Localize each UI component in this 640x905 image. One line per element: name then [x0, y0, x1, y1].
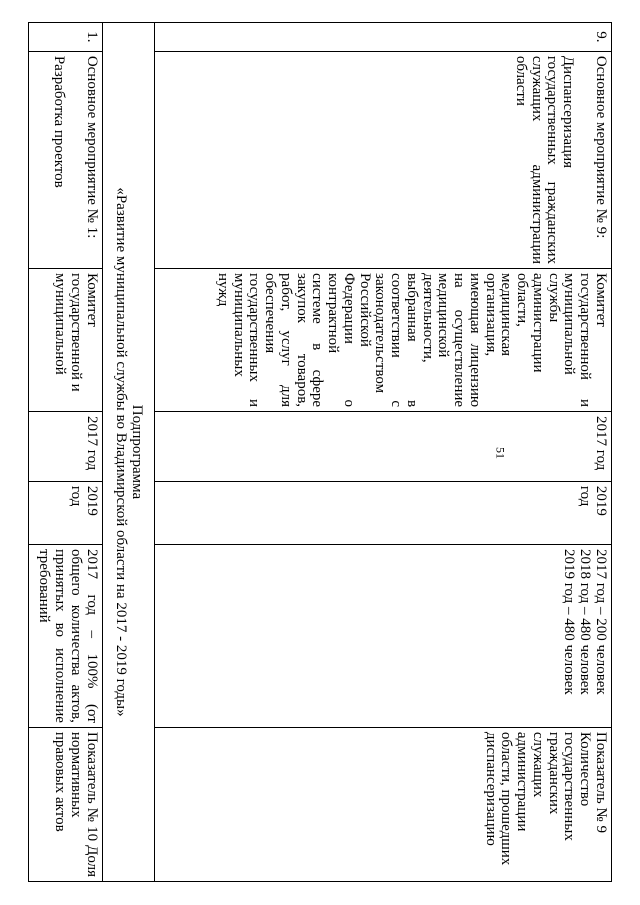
row-number: 9. — [155, 23, 612, 52]
indicator-cell: Показатель № 9 Количество государственных гражданских служащих администрации области, прошедших диспансеризацию — [155, 727, 612, 881]
executor-cell: Комитет государственной и муниципальной — [29, 269, 103, 412]
page-number: 51 — [493, 447, 508, 459]
table-row — [29, 23, 103, 882]
document-table-container — [28, 22, 612, 882]
executor-cell: Комитет государственной и муниципальной службы администрации области, медицинская организация, имеющая лицензию на осуществление медицинской деятельности, выбранная в соответствии с законодательством Российской Федерации о контрактной системе в сфере закупок товаров, работ, услуг для обеспечения государственных и муниципальных нужд — [155, 269, 612, 412]
subprogram-subtitle: «Развитие муниципальной службы во Владимирской области на 2017 - 2019 годы» — [113, 187, 130, 717]
end-year-cell: 2019 год — [155, 481, 612, 544]
end-year-cell: 2019 год — [29, 481, 103, 544]
result-line: 2019 год – 480 человек — [561, 549, 578, 695]
activity-cell — [155, 51, 612, 268]
subprogram-row — [102, 23, 155, 882]
start-year-cell: 2017 год — [29, 412, 103, 482]
result-cell: 2017 год – 100% (от общего количества актов, принятых во исполнение требований — [29, 545, 103, 728]
start-year-cell: 2017 год — [155, 412, 612, 482]
result-line: 2018 год – 480 человек — [577, 549, 594, 695]
activity-title: Основное мероприятие № 9: — [593, 55, 609, 239]
result-cell — [155, 545, 612, 728]
activity-description: Диспансеризация государственных гражданских служащих администрации области — [513, 55, 577, 265]
subprogram-title: Подпрограмма — [129, 404, 146, 500]
indicator-cell: Показатель № 10 Доля нормативных правовых актов — [29, 727, 103, 881]
activity-description: Разработка проектов — [50, 55, 67, 188]
activities-table — [28, 22, 612, 882]
activity-title: Основное мероприятие № 1: — [83, 55, 100, 239]
subprogram-heading — [102, 23, 155, 882]
table-row — [155, 23, 612, 882]
result-line: 2017 год – 200 человек — [593, 549, 609, 695]
row-number: 1. — [29, 23, 103, 52]
activity-cell — [29, 51, 103, 268]
